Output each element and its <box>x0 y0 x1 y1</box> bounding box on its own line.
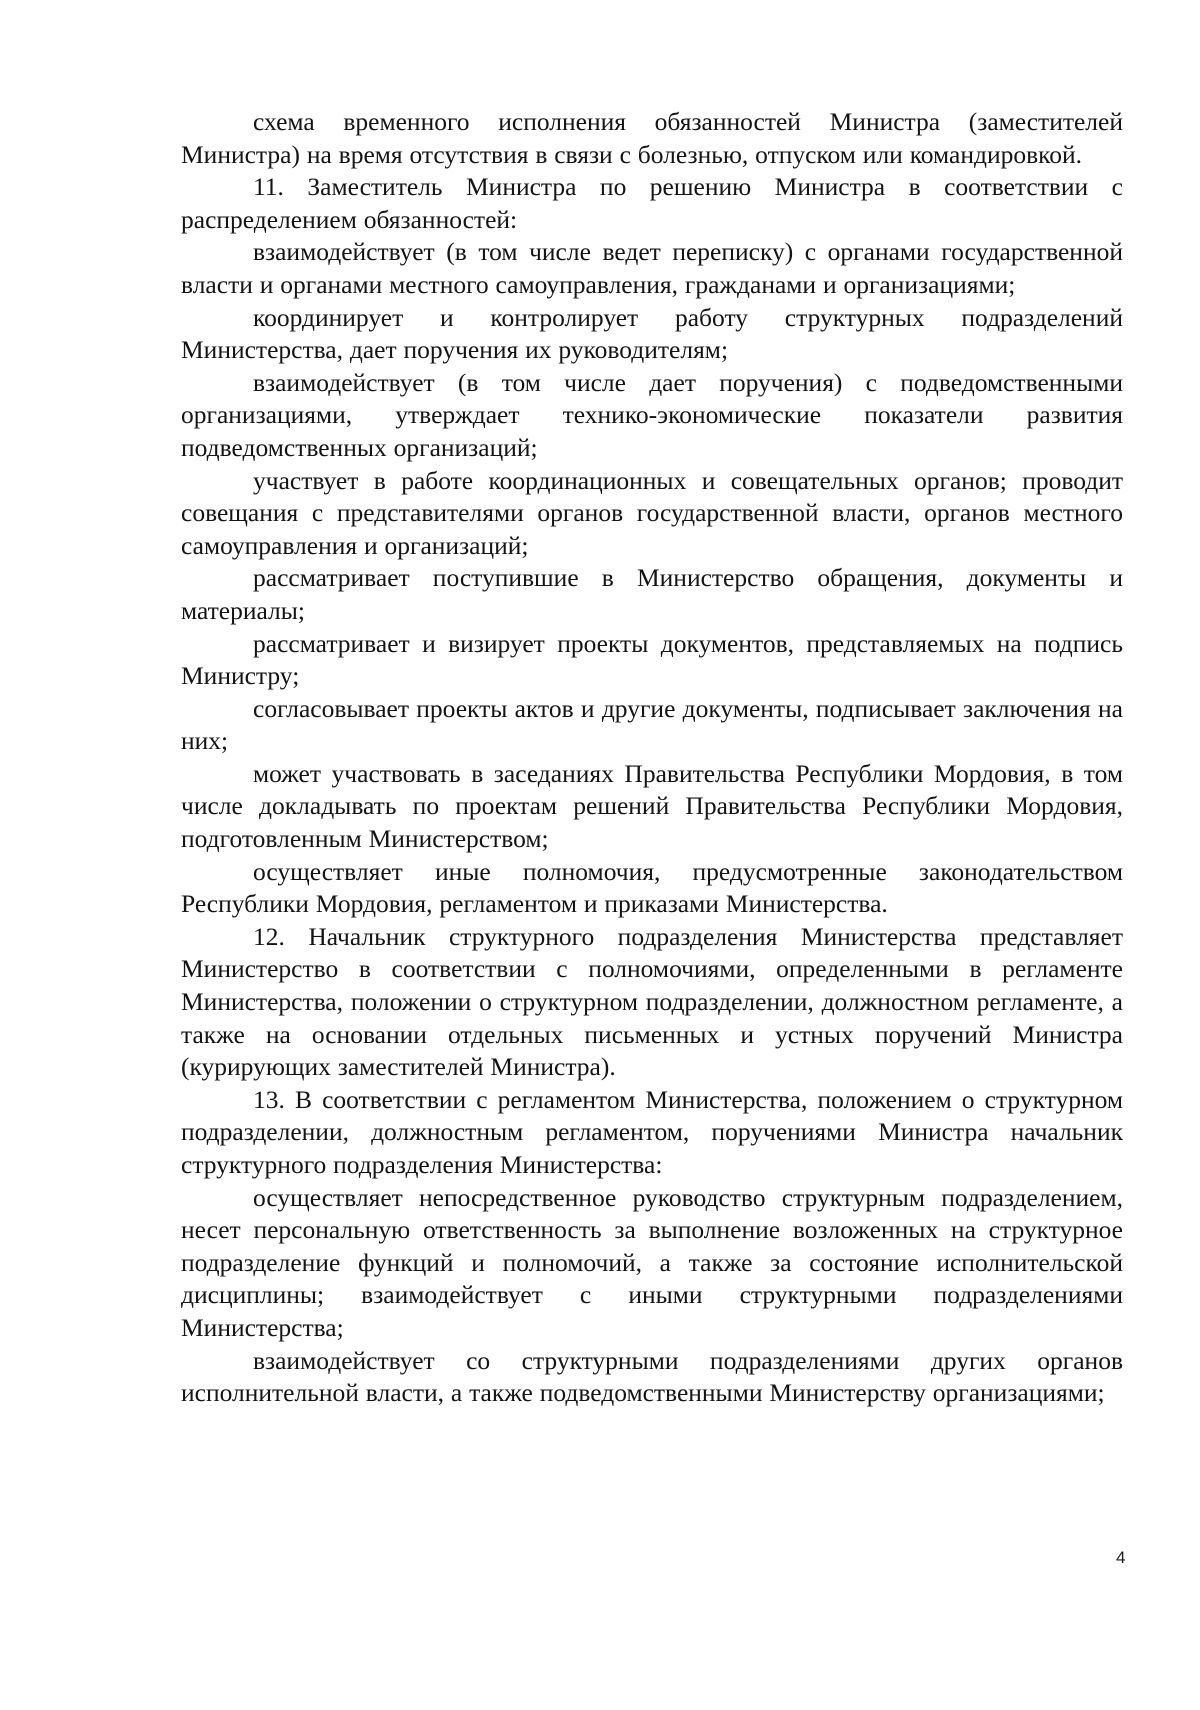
paragraph-item-11: 11. Заместитель Министра по решению Министра в соответствии с распределением обязанностей: <box>181 172 1123 234</box>
paragraph-deputy-meetings: участвует в работе координационных и совещательных органов; проводит совещания с представителями органов государственной власти, органов местного самоуправления и организаций; <box>181 465 1123 560</box>
paragraph-head-management: осуществляет непосредственное руководство структурным подразделением, несет персональную ответственность за выполнение возложенных на структурное подразделение функций и полномочий, а также за состояние исполнительской дисциплины; взаимодействует с иными структурными подразделениями Министерства; <box>181 1182 1123 1342</box>
page-number: 4 <box>1116 1548 1126 1567</box>
paragraph-deputy-government-sessions: может участвовать в заседаниях Правительства Республики Мордовия, в том числе докладывать по проектам решений Правительства Республики Мордовия, подготовленным Министерством; <box>181 758 1123 854</box>
document-body <box>181 106 1123 1410</box>
paragraph-deputy-approves: согласовывает проекты актов и другие документы, подписывает заключения на них; <box>181 693 1123 756</box>
paragraph-head-interaction: взаимодействует со структурными подразделениями других органов исполнительной власти, а также подведомственными Министерству организациями; <box>181 1345 1123 1408</box>
paragraph-deputy-coordinates: координирует и контролирует работу структурных подразделений Министерства, дает поручения их руководителям; <box>181 302 1123 365</box>
paragraph-deputy-visas: рассматривает и визирует проекты документов, представляемых на подпись Министру; <box>181 628 1123 691</box>
paragraph-deputy-schedule: схема временного исполнения обязанностей Министра (заместителей Министра) на время отсутствия в связи с болезнью, отпуском или командировкой. <box>181 107 1123 169</box>
paragraph-deputy-subordinates: взаимодействует (в том числе дает поручения) с подведомственными организациями, утверждает технико-экономические показатели развития подведомственных организаций; <box>181 367 1123 462</box>
paragraph-deputy-interacts: взаимодействует (в том числе ведет переписку) с органами государственной власти и органами местного самоуправления, гражданами и организациями; <box>181 237 1123 299</box>
paragraph-item-12: 12. Начальник структурного подразделения Министерства представляет Министерство в соответствии с полномочиями, определенными в регламенте Министерства, положении о структурном подразделении, должностном регламенте, а также на основании отдельных письменных и устных поручений Министра (курирующих заместителей Министра). <box>181 921 1123 1082</box>
paragraph-item-13: 13. В соответствии с регламентом Министерства, положением о структурном подразделении, должностным регламентом, поручениями Министра начальник структурного подразделения Министерства: <box>181 1084 1123 1179</box>
paragraph-deputy-reviews-appeals: рассматривает поступившие в Министерство обращения, документы и материалы; <box>181 563 1123 625</box>
paragraph-deputy-other-powers: осуществляет иные полномочия, предусмотренные законодательством Республики Мордовия, регламентом и приказами Министерства. <box>181 856 1123 919</box>
